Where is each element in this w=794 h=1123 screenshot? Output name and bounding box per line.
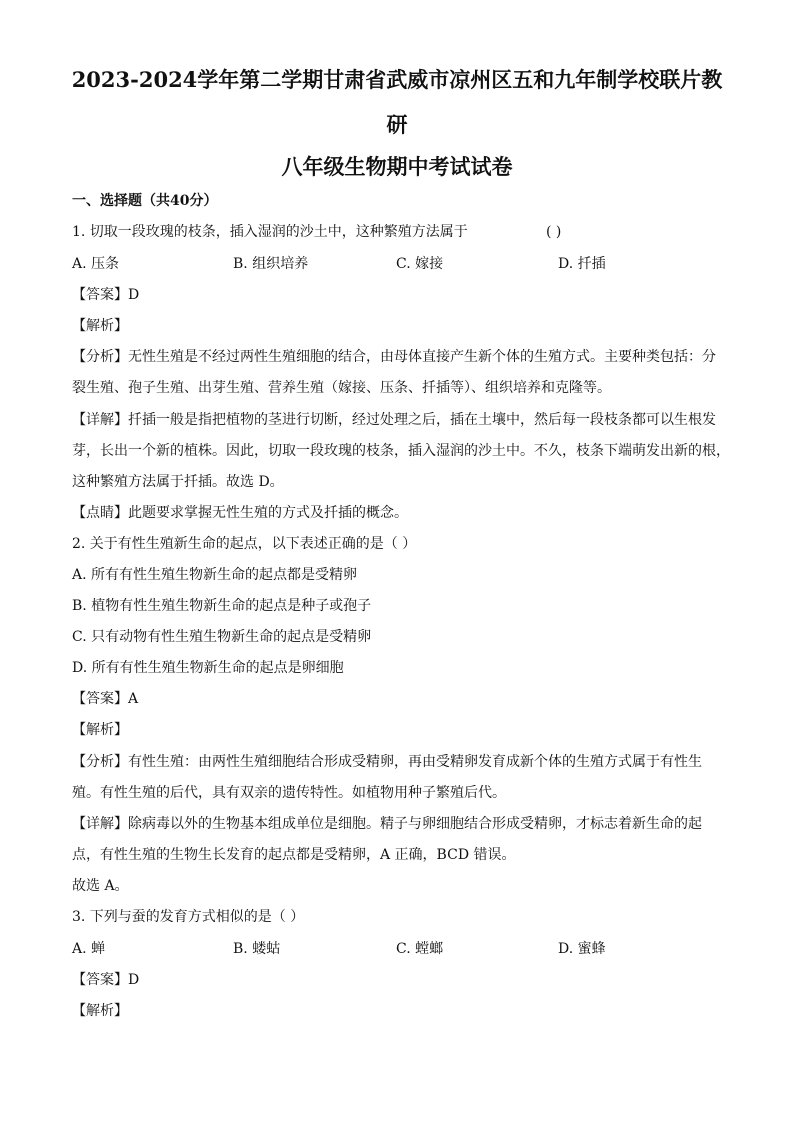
question-2-answer: 【答案】A — [72, 691, 139, 707]
question-3-analysis-label: 【解析】 — [72, 1003, 128, 1019]
question-1-option-b: B. 组织培养 — [233, 256, 309, 272]
question-3-stem: 3. 下列与蚕的发育方式相似的是（ ） — [72, 909, 305, 925]
question-3-answer: 【答案】D — [72, 972, 140, 988]
question-2-option-d: D. 所有有性生殖生物新生命的起点是卵细胞 — [72, 660, 344, 676]
question-1-answer: 【答案】D — [72, 287, 140, 303]
question-1-analysis-label: 【解析】 — [72, 318, 128, 334]
question-1-xiangjie-line-1: 【详解】扦插一般是指把植物的茎进行切断，经过处理之后，插在土壤中，然后每一段枝条都可以生根发 — [72, 412, 716, 428]
question-2-fenxi-line-1: 【分析】有性生殖：由两性生殖细胞结合形成受精卵，再由受精卵发育成新个体的生殖方式属于有性生 — [72, 754, 702, 770]
question-3-option-b: B. 蝼蛄 — [233, 941, 281, 957]
question-1-answer-blank: ( ) — [546, 224, 562, 240]
question-2-option-a: A. 所有有性生殖生物新生命的起点都是受精卵 — [72, 567, 358, 583]
question-1-xiangjie-line-2: 芽，长出一个新的植株。因此，切取一段玫瑰的枝条，插入湿润的沙土中。不久，枝条下端萌发出新的根， — [72, 443, 730, 459]
question-2-xiangjie-line-2: 点，有性生殖的生物生长发育的起点都是受精卵，A 正确，BCD 错误。 — [72, 847, 516, 863]
question-2-analysis-label: 【解析】 — [72, 722, 128, 738]
question-1-fenxi-line-1: 【分析】无性生殖是不经过两性生殖细胞的结合，由母体直接产生新个体的生殖方式。主要种类包括：分 — [72, 349, 716, 365]
question-2-option-c: C. 只有动物有性生殖生物新生命的起点是受精卵 — [72, 629, 372, 645]
section-heading: 一、选择题（共40分） — [72, 193, 218, 209]
question-1-fenxi-line-2: 裂生殖、孢子生殖、出芽生殖、营养生殖（嫁接、压条、扦插等）、组织培养和克隆等。 — [72, 380, 611, 396]
question-1-option-d: D. 扦插 — [558, 256, 606, 272]
document-subtitle: 八年级生物期中考试试卷 — [281, 154, 513, 179]
question-1-stem: 1. 切取一段玫瑰的枝条，插入湿润的沙土中，这种繁殖方法属于 — [72, 224, 468, 240]
question-2-xiangjie-line-1: 【详解】除病毒以外的生物基本组成单位是细胞。精子与卵细胞结合形成受精卵，才标志着新生命的起 — [72, 816, 702, 832]
question-1-dianjing: 【点睛】此题要求掌握无性生殖的方式及扦插的概念。 — [72, 505, 408, 521]
document-title-line-2: 研 — [386, 112, 408, 137]
question-2-stem: 2. 关于有性生殖新生命的起点，以下表述正确的是（ ） — [72, 536, 417, 552]
question-1-xiangjie-line-3: 这种繁殖方法属于扦插。故选 D。 — [72, 474, 284, 490]
question-2-conclusion: 故选 A。 — [72, 878, 129, 894]
question-2-fenxi-line-2: 殖。有性生殖的后代，具有双亲的遗传特性。如植物用种子繁殖后代。 — [72, 785, 506, 801]
question-1-option-c: C. 嫁接 — [396, 256, 444, 272]
question-3-option-d: D. 蜜蜂 — [558, 941, 606, 957]
question-3-option-c: C. 螳螂 — [396, 941, 444, 957]
document-title-line-1: 2023-2024学年第二学期甘肃省武威市凉州区五和九年制学校联片教 — [71, 67, 723, 92]
question-3-option-a: A. 蝉 — [72, 941, 106, 957]
question-1-option-a: A. 压条 — [72, 256, 120, 272]
question-2-option-b: B. 植物有性生殖生物新生命的起点是种子或孢子 — [72, 598, 372, 614]
